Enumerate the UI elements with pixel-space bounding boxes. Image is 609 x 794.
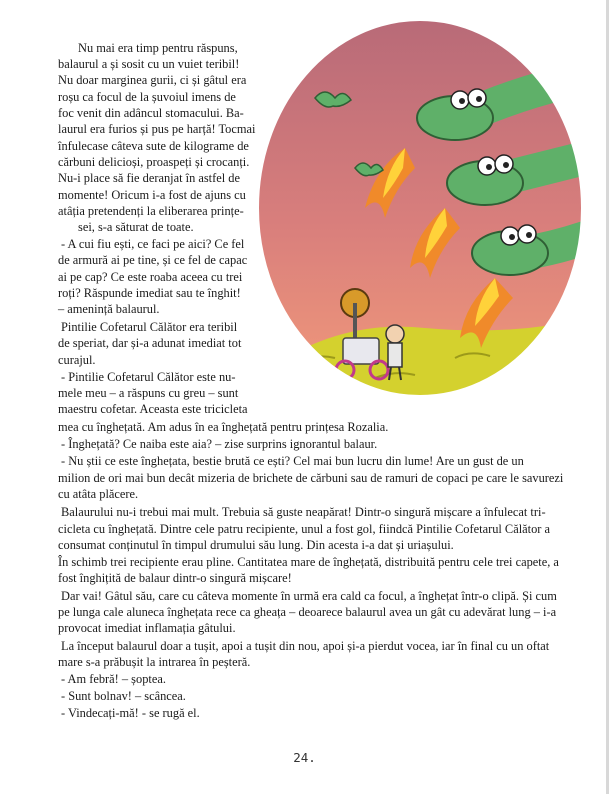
text-line: curajul. xyxy=(58,353,96,367)
dragon-illustration xyxy=(255,18,585,398)
text-line: înfulecase câteva sute de kilograme de xyxy=(58,139,249,153)
text-line: momente! Oricum i-a fost de ajuns cu xyxy=(58,188,246,202)
text-line: atâția pretendenți la eliberarea prințe- xyxy=(58,204,244,218)
text-line: cu atâta plăcere. xyxy=(58,487,139,501)
text-line: mele meu – a răspuns cu greu – sunt xyxy=(58,386,239,400)
text-line: cărbuni delicioși, proaspeți și crocanți. xyxy=(58,155,250,169)
dialogue-line: - A cui fiu ești, ce faci pe aici? Ce fel xyxy=(61,237,245,251)
text-line: Nu mai era timp pentru răspuns, xyxy=(78,41,238,55)
text-line: În schimb trei recipiente erau pline. Cantitatea mare de înghețată, distribuită pentru cele trei capete, a xyxy=(58,555,559,569)
text-line: milion de ori mai bun decât mizeria de brichete de cărbuni sau de ramuri de copaci pe care le savurezi xyxy=(58,471,564,485)
text-line: La început balaurul doar a tușit, apoi a tușit din nou, apoi și-a pierdut vocea, iar în final cu un oftat xyxy=(61,639,550,653)
text-line: cicleta cu înghețată. Dintre cele patru recipiente, unul a fost gol, fiindcă Pintilie Cofetarul Călător a xyxy=(58,522,550,536)
text-line: consumat conținutul în timpul drumului său lung. Din acesta i-a dat și uriașului. xyxy=(58,538,454,552)
dialogue-line: - Pintilie Cofetarul Călător este nu- xyxy=(61,370,236,384)
page-number: 24. xyxy=(293,750,316,765)
text-line: balaurul a și sosit cu un vuiet teribil! xyxy=(58,57,240,71)
text-line: provocat imediat inflamația gâtului. xyxy=(58,621,236,635)
text-line: roșu ca focul de la șuvoiul imens de xyxy=(58,90,236,104)
dialogue-line: - Vindecați-mă! - se rugă el. xyxy=(61,706,200,720)
text-line: Nu-i place să fie deranjat în astfel de xyxy=(58,171,240,185)
text-line: mare s-a prăbușit la intrarea în peșteră. xyxy=(58,655,251,669)
text-line: pe lunga cale aluneca înghețata rece ca gheața – deoarece balaurul avea un gât cu adevărat lung – i-a xyxy=(58,605,557,619)
text-line: sei, s-a săturat de toate. xyxy=(78,220,194,234)
text-line: de speriat, dar și-a adunat imediat tot xyxy=(58,336,242,350)
text-line: mea cu înghețată. Am adus în ea înghețată pentru prințesa Rozalia. xyxy=(58,420,389,434)
text-line: fost înghițită de balaur dintr-o singură mișcare! xyxy=(58,571,292,585)
text-line: Nu doar marginea gurii, ci și gâtul era xyxy=(58,73,247,87)
text-line: ai pe cap? Ce este roaba aceea cu trei xyxy=(58,270,243,284)
dialogue-line: - Înghețată? Ce naiba este aia? – zise surprins ignorantul balaur. xyxy=(61,437,378,451)
rock xyxy=(531,367,559,379)
text-line: laurul era furios și pus pe harță! Tocmai xyxy=(58,122,256,136)
dialogue-line: - Am febră! – șoptea. xyxy=(61,672,166,686)
text-line: Pintilie Cofetarul Călător era teribil xyxy=(61,320,238,334)
text-line: de armură ai pe tine, și ce fel de capac xyxy=(58,253,248,267)
dialogue-line: - Sunt bolnav! – scâncea. xyxy=(61,689,186,703)
text-line: – amenință balaurul. xyxy=(58,302,160,316)
text-line: foc venit din adâncul stomacului. Ba- xyxy=(58,106,244,120)
text-line: Dar vai! Gâtul său, care cu câteva momente în urmă era cald ca focul, a înghețat într-o clipă. Și cum xyxy=(61,589,557,603)
dialogue-line: - Nu știi ce este înghețata, bestie brută ce ești? Cel mai bun lucru din lume! Are un gust de un xyxy=(61,454,524,468)
text-line: maestru cofetar. Aceasta este tricicleta xyxy=(58,402,248,416)
text-line: Balaurului nu-i trebui mai mult. Trebuia să guste neapărat! Dintr-o singură mișcare a înfulecat tri- xyxy=(61,505,546,519)
text-line: roți? Răspunde imediat sau te înghit! xyxy=(58,286,241,300)
